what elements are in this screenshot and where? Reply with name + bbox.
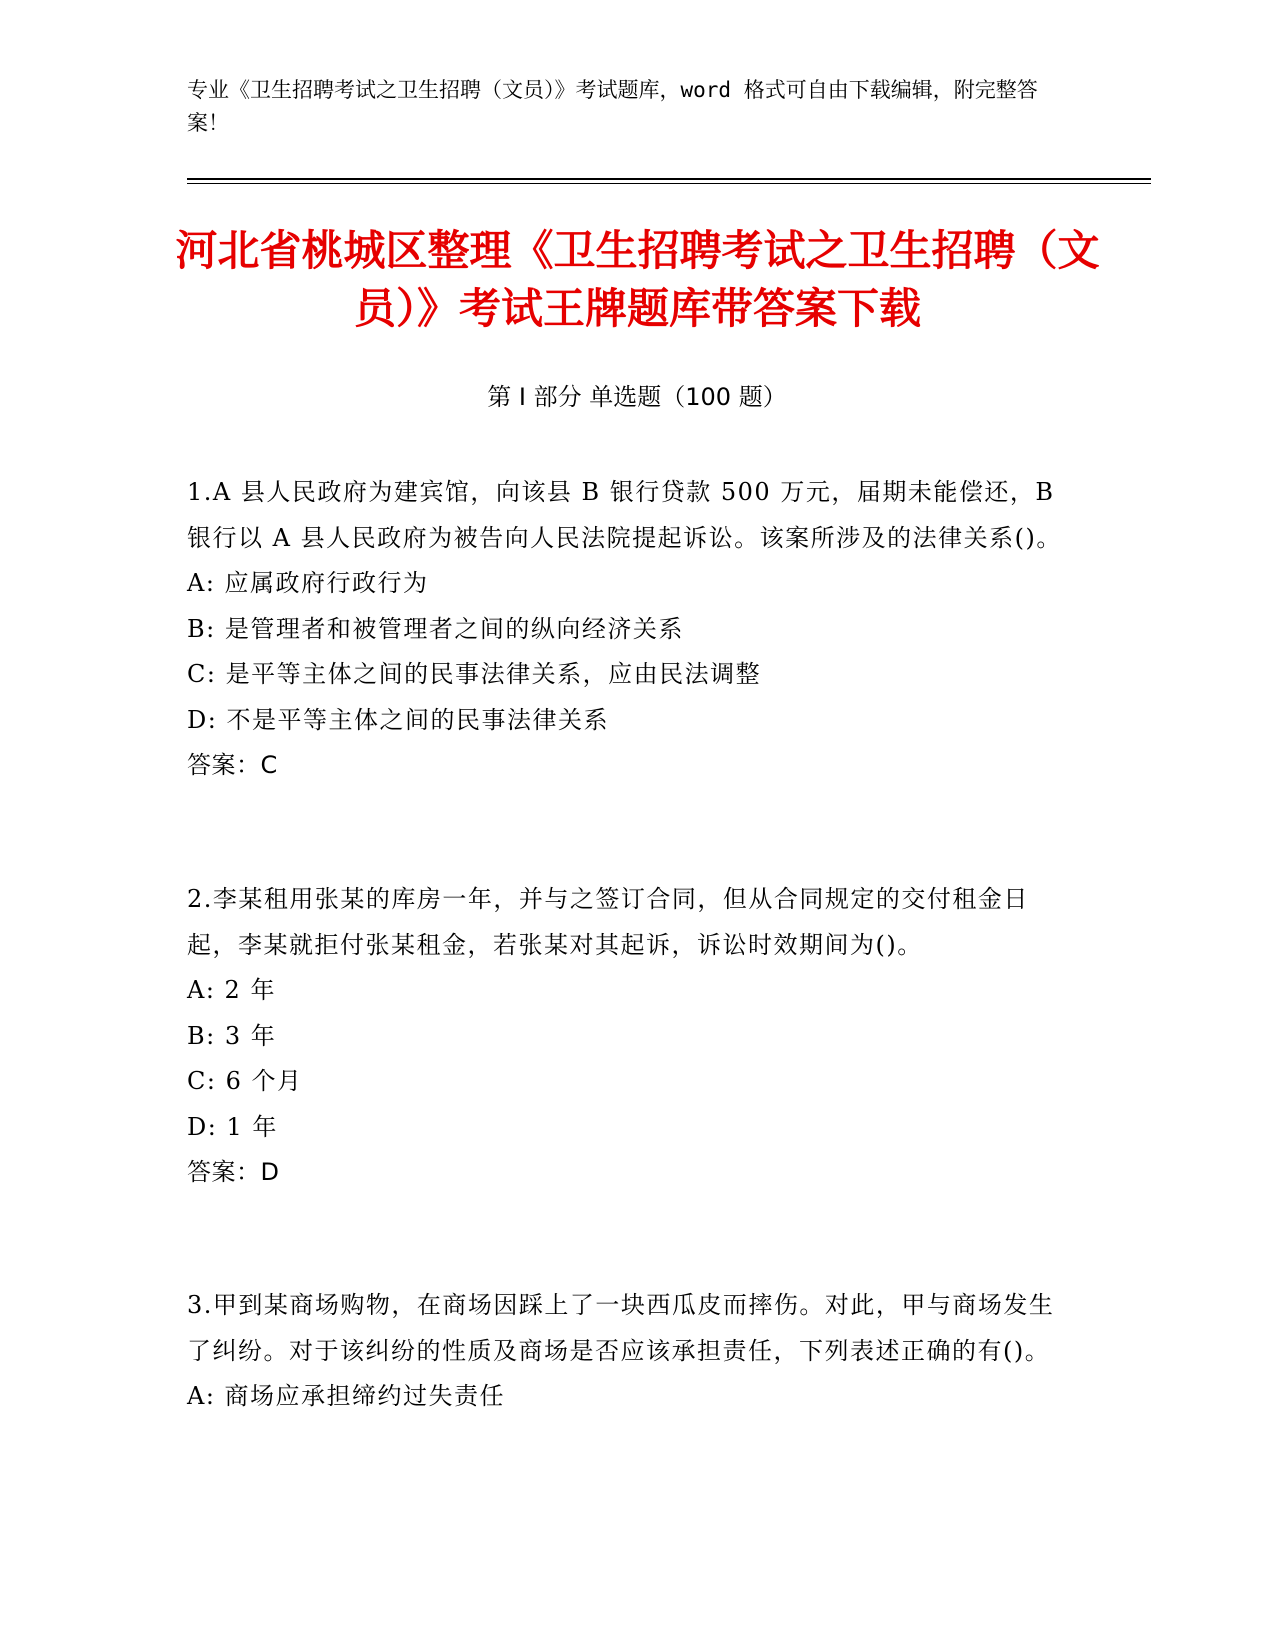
question-text: 3.甲到某商场购物，在商场因踩上了一块西瓜皮而摔伤。对此，甲与商场发生了纠纷。对于该纠纷的性质及商场是否应该承担责任，下列表述正确的有()。 — [187, 1291, 1055, 1365]
section-heading: 第 I 部分 单选题（100 题） — [487, 383, 787, 411]
option-d: D: 不是平等主体之间的民事法律关系 — [187, 705, 609, 734]
question-2 — [187, 877, 1077, 1196]
header-divider-thin — [187, 183, 1151, 184]
option-a: A: 2 年 — [187, 976, 276, 1004]
question-text: 1.A 县人民政府为建宾馆，向该县 B 银行贷款 500 万元，届期未能偿还，B 银行以 A 县人民政府为被告向人民法院提起诉讼。该案所涉及的法律关系()。 — [187, 478, 1062, 552]
question-1 — [187, 470, 1077, 789]
header-note: 专业《卫生招聘考试之卫生招聘（文员）》考试题库，word 格式可自由下载编辑，附完整答案！ — [187, 78, 1038, 135]
question-3 — [187, 1283, 1077, 1420]
answer: 答案：C — [187, 751, 278, 779]
option-c: C: 6 个月 — [187, 1067, 303, 1095]
option-b: B: 是管理者和被管理者之间的纵向经济关系 — [187, 614, 684, 643]
option-b: B: 3 年 — [187, 1021, 277, 1050]
option-a: A: 商场应承担缔约过失责任 — [187, 1382, 506, 1410]
option-c: C: 是平等主体之间的民事法律关系，应由民法调整 — [187, 660, 762, 688]
document-title: 河北省桃城区整理《卫生招聘考试之卫生招聘（文员）》考试王牌题库带答案下载 — [175, 226, 1100, 333]
question-text: 2.李某租用张某的库房一年，并与之签订合同，但从合同规定的交付租金日起，李某就拒付张某租金，若张某对其起诉，诉讼时效期间为()。 — [187, 885, 1029, 959]
header-divider-thick — [187, 178, 1151, 180]
answer: 答案：D — [187, 1158, 280, 1186]
option-d: D: 1 年 — [187, 1112, 278, 1141]
option-a: A: 应属政府行政行为 — [187, 569, 429, 597]
